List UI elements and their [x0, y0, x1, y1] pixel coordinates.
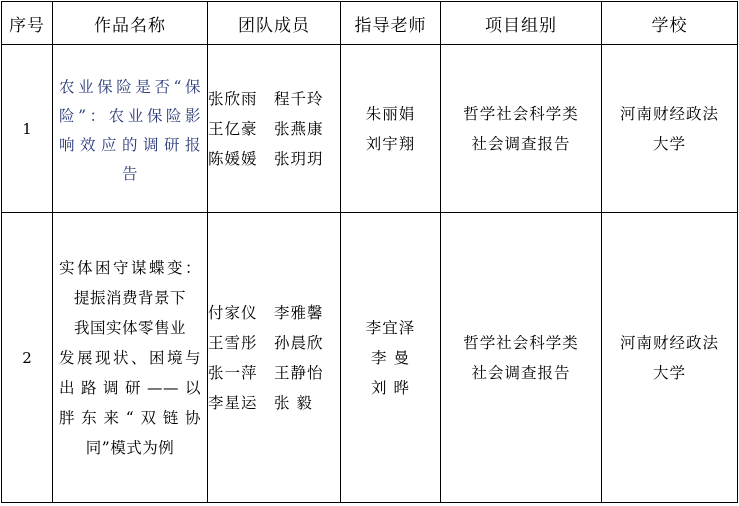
category-line: 哲学社会科学类	[463, 333, 579, 352]
table-header-row	[2, 2, 738, 45]
team-member: 王亿豪	[208, 119, 258, 138]
category-line: 社会调查报告	[471, 363, 571, 382]
school-cell	[602, 45, 738, 213]
work-title-line: 提振消费背景下	[73, 288, 186, 307]
school-name	[602, 99, 737, 159]
work-title-line: 实体困守谋蝶变：	[59, 258, 201, 277]
advisors	[341, 313, 440, 403]
team-member: 程千玲	[274, 89, 324, 108]
project-category	[441, 99, 601, 159]
awards-table	[1, 1, 738, 503]
work-title-line: 告	[121, 164, 138, 183]
work-title-line: 发展现状、困境与	[59, 348, 201, 367]
school-name	[602, 328, 737, 388]
advisor-name: 李 曼	[371, 348, 410, 367]
team-member: 张玥玥	[274, 149, 324, 168]
school-line: 大学	[652, 363, 686, 382]
advisor-name: 朱丽娟	[365, 104, 416, 123]
header-school: 学校	[602, 2, 738, 45]
team-members	[208, 84, 340, 174]
project-category	[441, 328, 601, 388]
category-cell	[441, 213, 602, 503]
work-title-cell	[53, 45, 208, 213]
team-member: 李星运	[208, 393, 258, 412]
category-line: 社会调查报告	[471, 134, 571, 153]
team-member: 王静怡	[274, 363, 324, 382]
work-title-line: 我国实体零售业	[73, 318, 186, 337]
team-members-cell	[208, 45, 341, 213]
team-member: 孙晨欣	[274, 333, 324, 352]
team-member: 张燕康	[274, 119, 324, 138]
header-category: 项目组别	[441, 2, 602, 45]
work-title-line: 响效应的调研报	[59, 135, 201, 154]
header-team: 团队成员	[208, 2, 341, 45]
team-member: 陈媛媛	[208, 149, 258, 168]
category-cell	[441, 45, 602, 213]
work-title-line: 胖东来“双链协	[59, 408, 201, 427]
team-members	[208, 298, 340, 418]
school-line: 大学	[652, 134, 686, 153]
advisors-cell	[341, 45, 441, 213]
work-title-line: 出路调研——以	[59, 378, 201, 397]
table-row	[2, 45, 738, 213]
team-member: 王雪彤	[208, 333, 258, 352]
work-title	[53, 253, 207, 463]
work-title-line: 同”模式为例	[85, 438, 175, 457]
header-title: 作品名称	[53, 2, 208, 45]
advisors-cell	[341, 213, 441, 503]
table-row	[2, 213, 738, 503]
school-cell	[602, 213, 738, 503]
row-number: 2	[2, 213, 53, 503]
advisor-name: 刘宇翔	[365, 134, 416, 153]
work-title-cell	[53, 213, 208, 503]
team-member: 付家仪	[208, 303, 258, 322]
team-members-cell	[208, 213, 341, 503]
team-member: 张 毅	[274, 393, 313, 412]
team-member: 张欣雨	[208, 89, 258, 108]
work-title	[53, 73, 207, 189]
category-line: 哲学社会科学类	[463, 104, 579, 123]
work-title-line: 险”：农业保险影	[59, 106, 201, 125]
team-member: 张一萍	[208, 363, 258, 382]
school-line: 河南财经政法	[619, 333, 719, 352]
advisors	[341, 99, 440, 159]
header-no: 序号	[2, 2, 53, 45]
school-line: 河南财经政法	[619, 104, 719, 123]
team-member: 李雅馨	[274, 303, 324, 322]
advisor-name: 刘 晔	[371, 378, 410, 397]
advisor-name: 李宜泽	[365, 318, 416, 337]
work-title-line: 农业保险是否“保	[59, 77, 201, 96]
header-advisor: 指导老师	[341, 2, 441, 45]
row-number: 1	[2, 45, 53, 213]
